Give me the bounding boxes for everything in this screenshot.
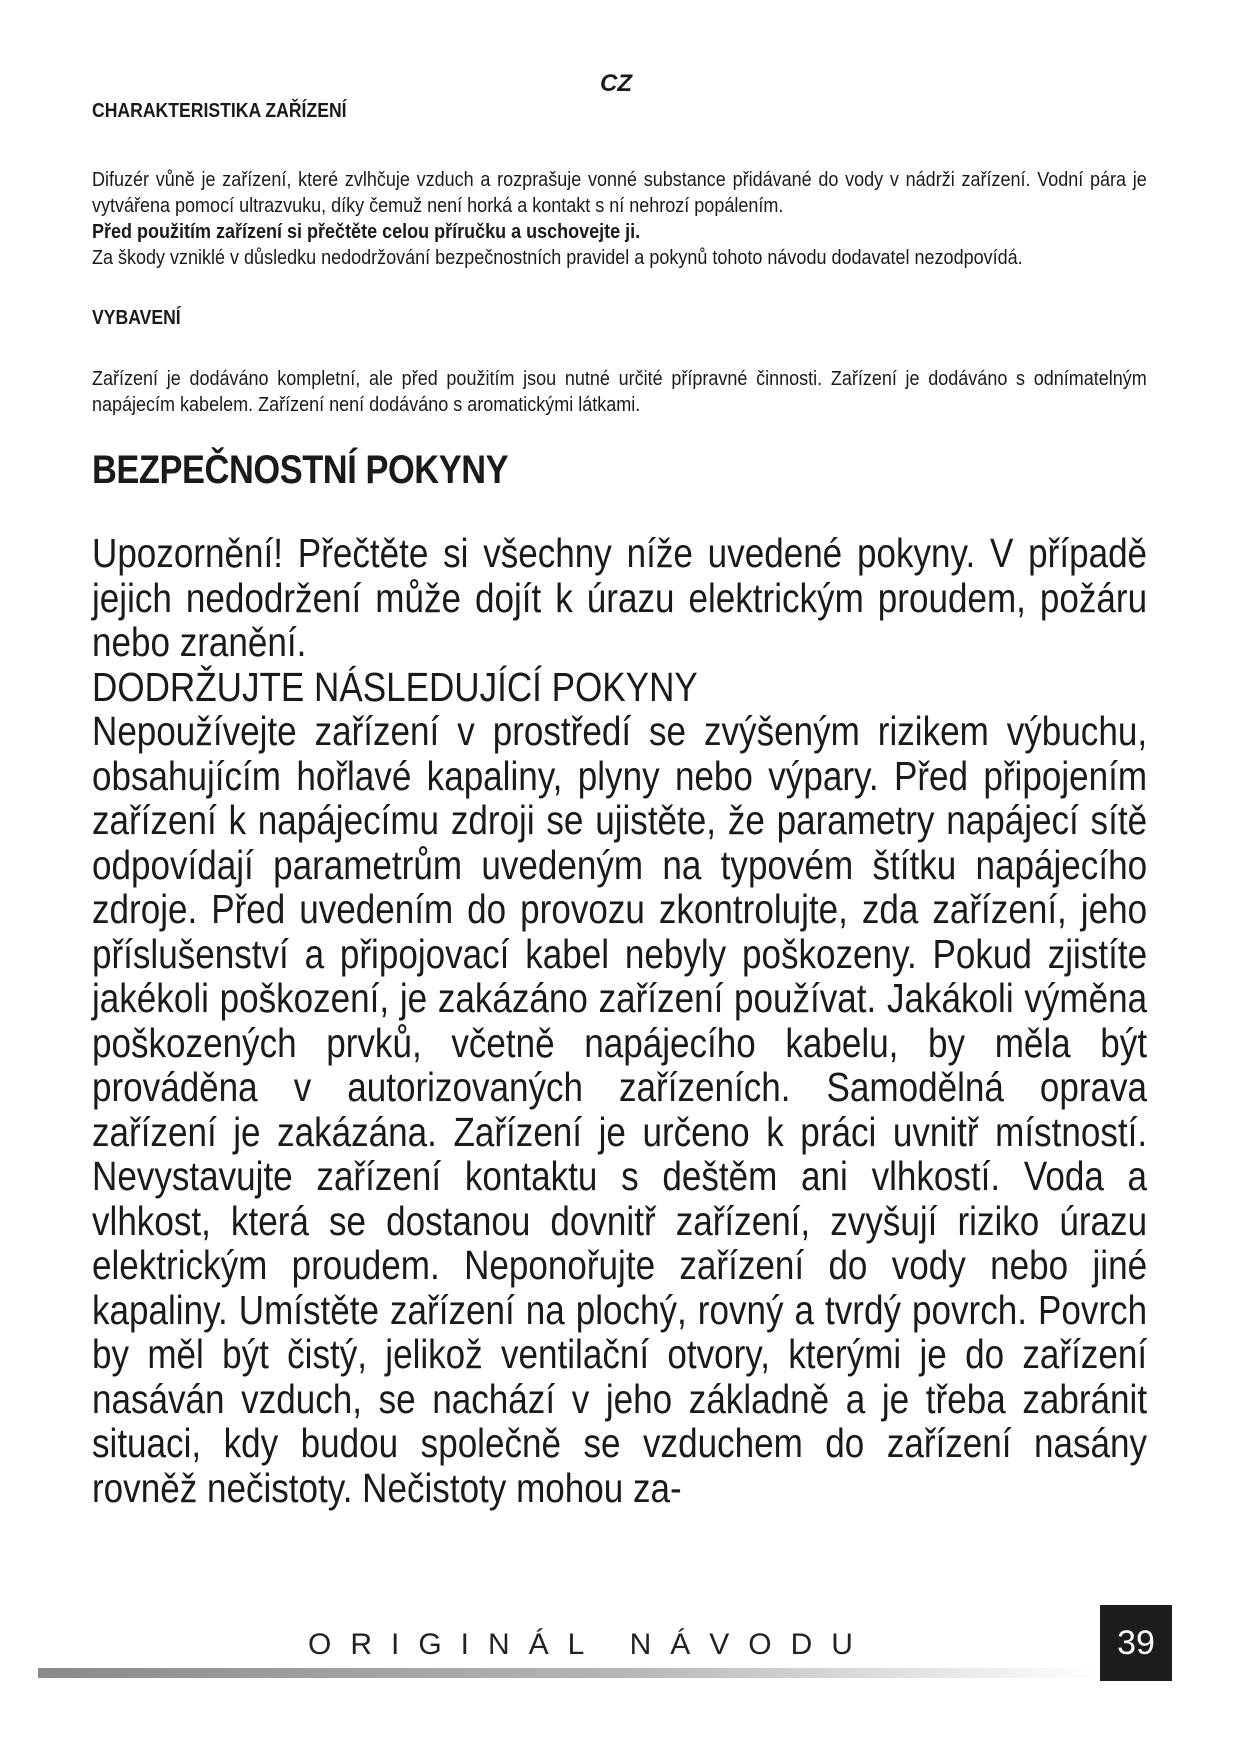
charakteristika-disclaimer: Za škody vzniklé v důsledku nedodržování bezpečnostních pravidel a pokynů tohoto návodu dodavatel nezodpovídá. <box>92 247 1023 269</box>
section-title-charakteristika: CHARAKTERISTIKA ZAŘÍZENÍ <box>92 100 347 122</box>
charakteristika-bold-note: Před použitím zařízení si přečtěte celou příručku a uschovejte ji. <box>92 221 641 243</box>
warning-paragraph: Upozornění! Přečtěte si všechny níže uvedené pokyny. V případě jejich nedodržení může dojít k úrazu elektrickým proudem, požáru nebo zranění. <box>92 530 1148 665</box>
section-title-bezpecnost: BEZPEČNOSTNÍ POKYNY <box>92 448 509 492</box>
bezpecnost-text <box>92 531 1147 1510</box>
vybaveni-paragraph: Zařízení je dodáváno kompletní, ale před použitím jsou nutné určité přípravné činnosti. Zařízení je dodáváno s odnímatelným napájecím kabelem. Zařízení není dodáváno s aromatickými látkami. <box>92 368 1147 416</box>
charakteristika-paragraph: Difuzér vůně je zařízení, které zvlhčuje vzduch a rozprašuje vonné substance přidávané do vody v nádrži zařízení. Vodní pára je vytvářena pomocí ultrazvuku, díky čemuž není horká a kontakt s ní nehrozí popálením. <box>92 169 1147 217</box>
page-number: 39 <box>1100 1605 1172 1681</box>
vybaveni-text <box>92 366 1147 418</box>
charakteristika-text <box>92 167 1147 271</box>
language-code: CZ <box>600 70 632 97</box>
instructions-body: Nepoužívejte zařízení v prostředí se zvýšeným rizikem výbuchu, obsahujícím hořlavé kapaliny, plyny nebo výpary. Před připojením zařízení k napájecímu zdroji se ujistěte, že parametry napájecí sítě odpovídají parametrům uvedeným na typovém štítku napájecího zdroje. Před uvedením do provozu zkontrolujte, zda zařízení, jeho příslušenství a připojovací kabel nebyly poškozeny. Pokud zjistíte jakékoli poškození, je zakázáno zařízení používat. Jakákoli výměna poškozených prvků, včetně napájecího kabelu, by měla být prováděna v autorizovaných zařízeních. Samodělná oprava zařízení je zakázána. Zařízení je určeno k práci uvnitř místností. Nevystavujte zařízení kontaktu s deštěm ani vlhkostí. Voda a vlhkost, která se dostanou dovnitř zařízení, zvyšují riziko úrazu elektrickým proudem. Neponořujte zařízení do vody nebo jiné kapaliny. Umístěte zařízení na plochý, rovný a tvrdý povrch. Povrch by měl být čistý, jelikož ventilační otvory, kterými je do zařízení nasáván vzduch, se nachází v jeho základně a je třeba zabránit situaci, kdy budou společně se vzduchem do zařízení nasány rovněž nečistoty. Nečistoty mohou za- <box>92 708 1148 1511</box>
page-content <box>92 100 1147 1510</box>
footer-title: ORIGINÁL NÁVODU <box>308 1628 872 1661</box>
footer-gradient-bar <box>38 1668 1098 1678</box>
section-title-vybaveni: VYBAVENÍ <box>92 307 181 329</box>
instructions-subtitle: DODRŽUJTE NÁSLEDUJÍCÍ POKYNY <box>92 663 698 710</box>
